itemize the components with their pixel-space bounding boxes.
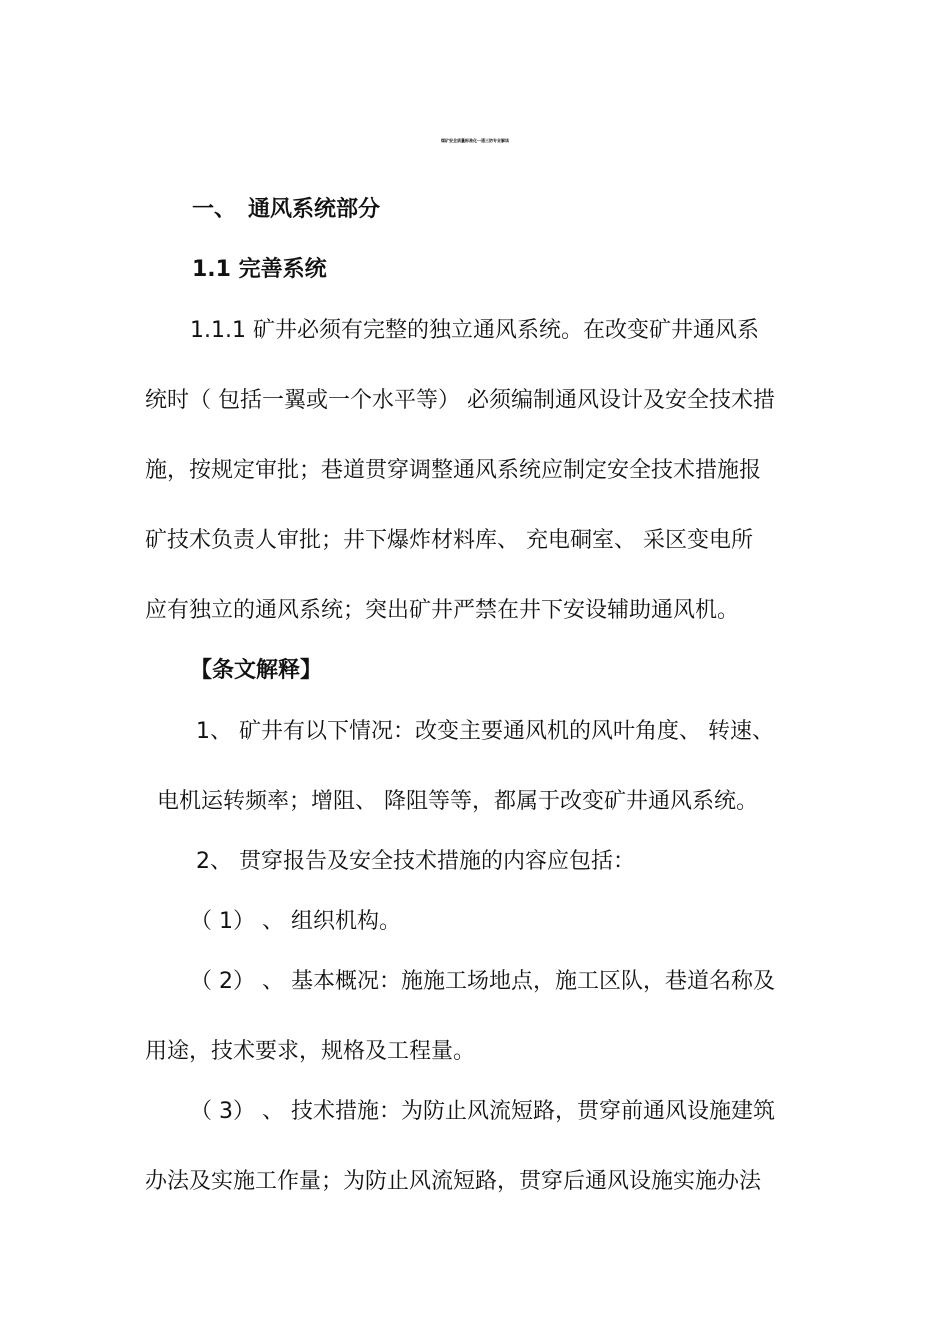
explanation-line: 1、 矿井有以下情况：改变主要通风机的风叶角度、 转速、: [196, 719, 774, 744]
document-title: 煤矿安全质量标准化一通三防专业解读: [441, 138, 509, 143]
explanation-line: 2、 贯穿报告及安全技术措施的内容应包括：: [196, 849, 635, 874]
clause-line: 统时（ 包括一翼或一个水平等） 必须编制通风设计及安全技术措: [145, 388, 775, 413]
clause-line: 应有独立的通风系统；突出矿井严禁在井下安设辅助通风机。: [145, 598, 740, 623]
section-heading: [192, 199, 380, 221]
section-number: 一、: [192, 197, 237, 222]
explanation-heading: 【条文解释】: [190, 658, 323, 683]
explanation-line: 用途，技术要求，规格及工程量。: [145, 1039, 476, 1064]
section-title: 通风系统部分: [248, 197, 381, 222]
explanation-line: （ 3） 、 技术措施：为防止风流短路，贯穿前通风设施建筑: [190, 1099, 775, 1124]
explanation-line: 电机运转频率；增阻、 降阻等等，都属于改变矿井通风系统。: [157, 789, 758, 814]
explanation-line: （ 2） 、 基本概况：施施工场地点，施工区队，巷道名称及: [190, 969, 775, 994]
explanation-line: （ 1） 、 组织机构。: [190, 909, 401, 934]
clause-line: 矿技术负责人审批；井下爆炸材料库、 充电硐室、 采区变电所: [145, 528, 753, 553]
subsection-heading: 1.1 完善系统: [192, 257, 327, 282]
clause-line: 施，按规定审批；巷道贯穿调整通风系统应制定安全技术措施报: [145, 458, 762, 483]
explanation-line: 办法及实施工作量；为防止风流短路，贯穿后通风设施实施办法: [145, 1169, 762, 1194]
clause-line: 1.1.1 矿井必须有完整的独立通风系统。在改变矿井通风系: [190, 318, 759, 343]
